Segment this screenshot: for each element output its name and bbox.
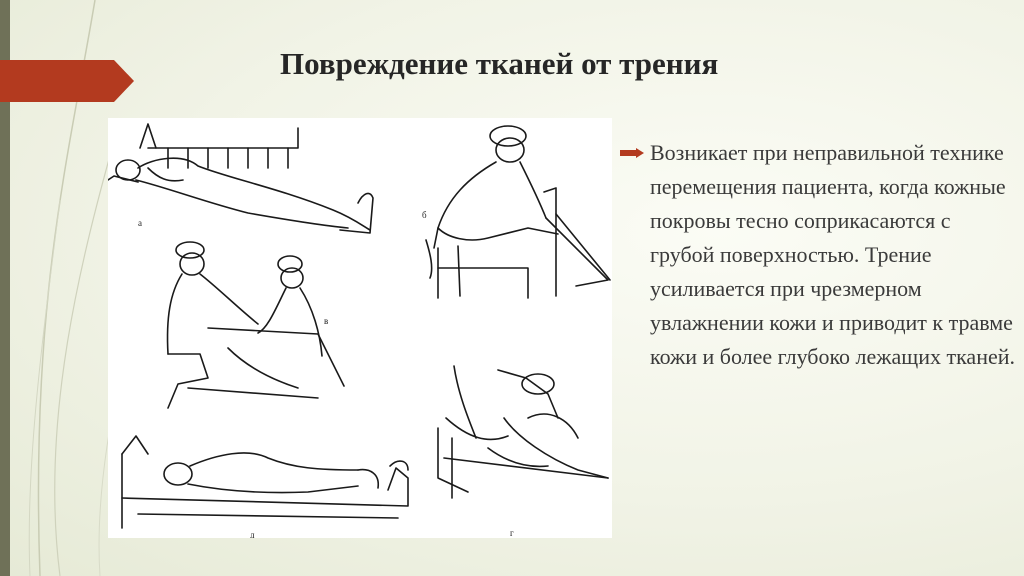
panel-g-nurse-repositioning xyxy=(438,366,608,498)
panel-b-nurse-transfer xyxy=(426,126,610,298)
title-accent-arrow xyxy=(0,60,134,102)
arrow-bullet-icon xyxy=(620,148,644,158)
panel-v-two-nurses xyxy=(168,242,344,408)
panel-a-lying-patient xyxy=(108,124,373,233)
bullet-list xyxy=(620,136,1015,374)
panel-letter-d: д xyxy=(250,530,255,538)
panel-d-side-lying xyxy=(122,436,408,528)
slide-title: Повреждение тканей от трения xyxy=(280,46,719,81)
panel-letter-a: а xyxy=(138,218,142,228)
bullet-text: Возникает при неправильной технике перемещения пациента, когда кожные покровы тесно соприкасаются с грубой поверхностью. Трение усиливается при чрезмерном увлажнении кожи и приводит к травме кожи и более глубоко лежащих тканей. xyxy=(650,140,1016,369)
panel-letter-v: в xyxy=(324,316,329,326)
panel-letter-g: г xyxy=(510,528,514,538)
friction-illustration xyxy=(108,118,612,538)
panel-letter-b: б xyxy=(422,210,427,220)
